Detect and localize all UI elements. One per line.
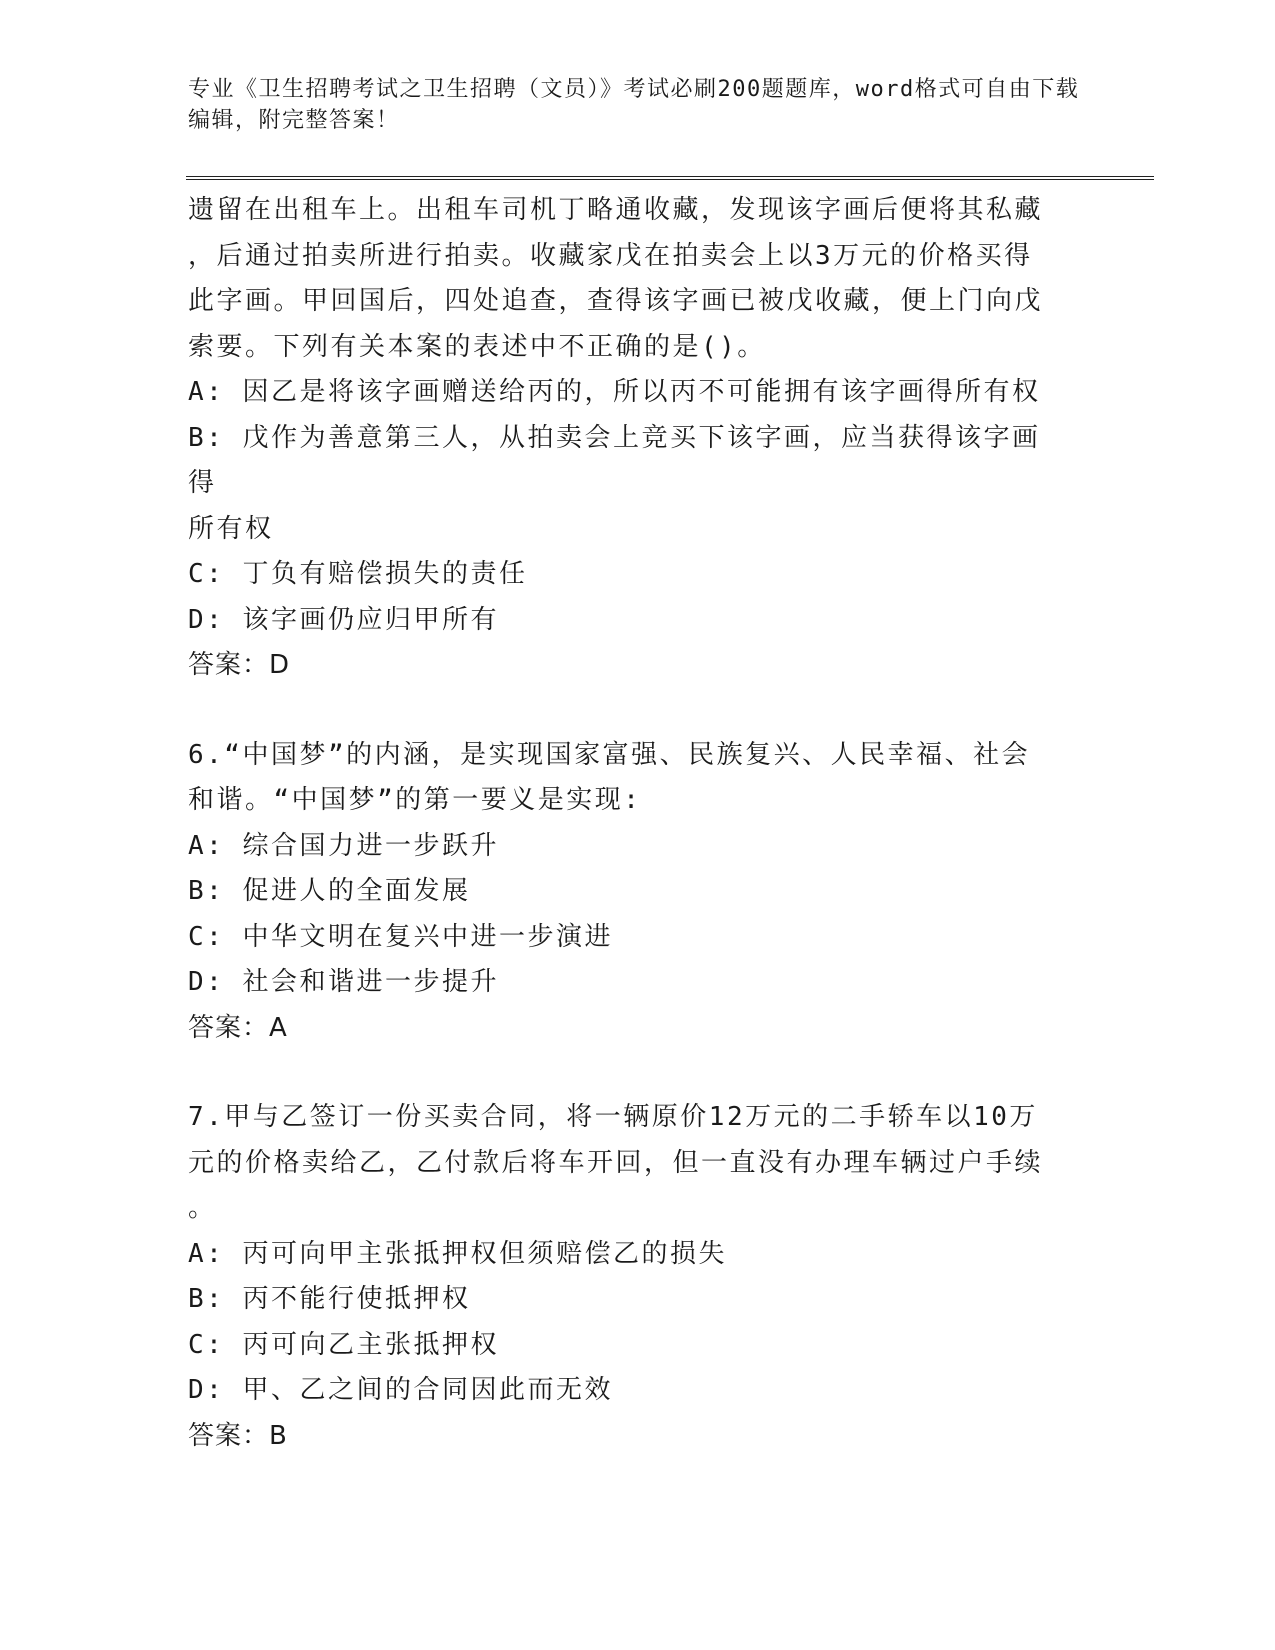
question-spacer: [188, 1051, 1068, 1095]
document-body: [188, 188, 1068, 1459]
option-b: B: 促进人的全面发展: [188, 876, 471, 906]
option-d: D: 社会和谐进一步提升: [188, 967, 499, 997]
option-a: A: 丙可向甲主张抵押权但须赔偿乙的损失: [188, 1238, 727, 1269]
option-b-continued: 所有权: [188, 513, 274, 544]
question-stem-line: 。: [188, 1193, 217, 1223]
question-stem-line: 索要。下列有关本案的表述中不正确的是()。: [188, 331, 766, 362]
question-5: [188, 188, 1068, 689]
option-c: C: 中华文明在复兴中进一步演进: [188, 921, 613, 952]
page-header: 专业《卫生招聘考试之卫生招聘（文员）》考试必刷200题题库，word格式可自由下载编辑，附完整答案！: [188, 77, 1080, 133]
option-d: D: 甲、乙之间的合同因此而无效: [188, 1375, 613, 1405]
question-stem-line: 元的价格卖给乙，乙付款后将车开回，但一直没有办理车辆过户手续: [188, 1147, 1044, 1178]
question-spacer: [188, 689, 1068, 733]
question-stem-line: 遗留在出租车上。出租车司机丁略通收藏，发现该字画后便将其私藏: [188, 195, 1044, 225]
answer-label: 答案：A: [188, 1012, 288, 1043]
option-a: A: 综合国力进一步跃升: [188, 830, 499, 861]
question-stem-line: 7.甲与乙签订一份买卖合同，将一辆原价12万元的二手轿车以10万: [188, 1102, 1038, 1132]
question-stem-line: ，后通过拍卖所进行拍卖。收藏家戊在拍卖会上以3万元的价格买得: [188, 240, 1033, 271]
answer-label: 答案：B: [188, 1420, 288, 1451]
question-stem-line: 此字画。甲回国后，四处追查，查得该字画已被戊收藏，便上门向戊: [188, 286, 1044, 316]
option-c: C: 丙可向乙主张抵押权: [188, 1329, 499, 1360]
question-stem-line: 和谐。“中国梦”的第一要义是实现:: [188, 785, 642, 815]
option-a: A: 因乙是将该字画赠送给丙的，所以丙不可能拥有该字画得所有权: [188, 377, 1041, 407]
header-divider: [186, 176, 1154, 180]
answer-label: 答案：D: [188, 650, 291, 680]
question-stem-line: 6.“中国梦”的内涵，是实现国家富强、民族复兴、人民幸福、社会: [188, 739, 1031, 770]
option-c: C: 丁负有赔偿损失的责任: [188, 559, 528, 589]
question-6: [188, 733, 1068, 1052]
option-b: B: 丙不能行使抵押权: [188, 1284, 471, 1314]
option-b: B: 戊作为善意第三人，从拍卖会上竞买下该字画，应当获得该字画得: [188, 422, 1041, 498]
question-7: [188, 1095, 1068, 1459]
option-d: D: 该字画仍应归甲所有: [188, 604, 499, 635]
